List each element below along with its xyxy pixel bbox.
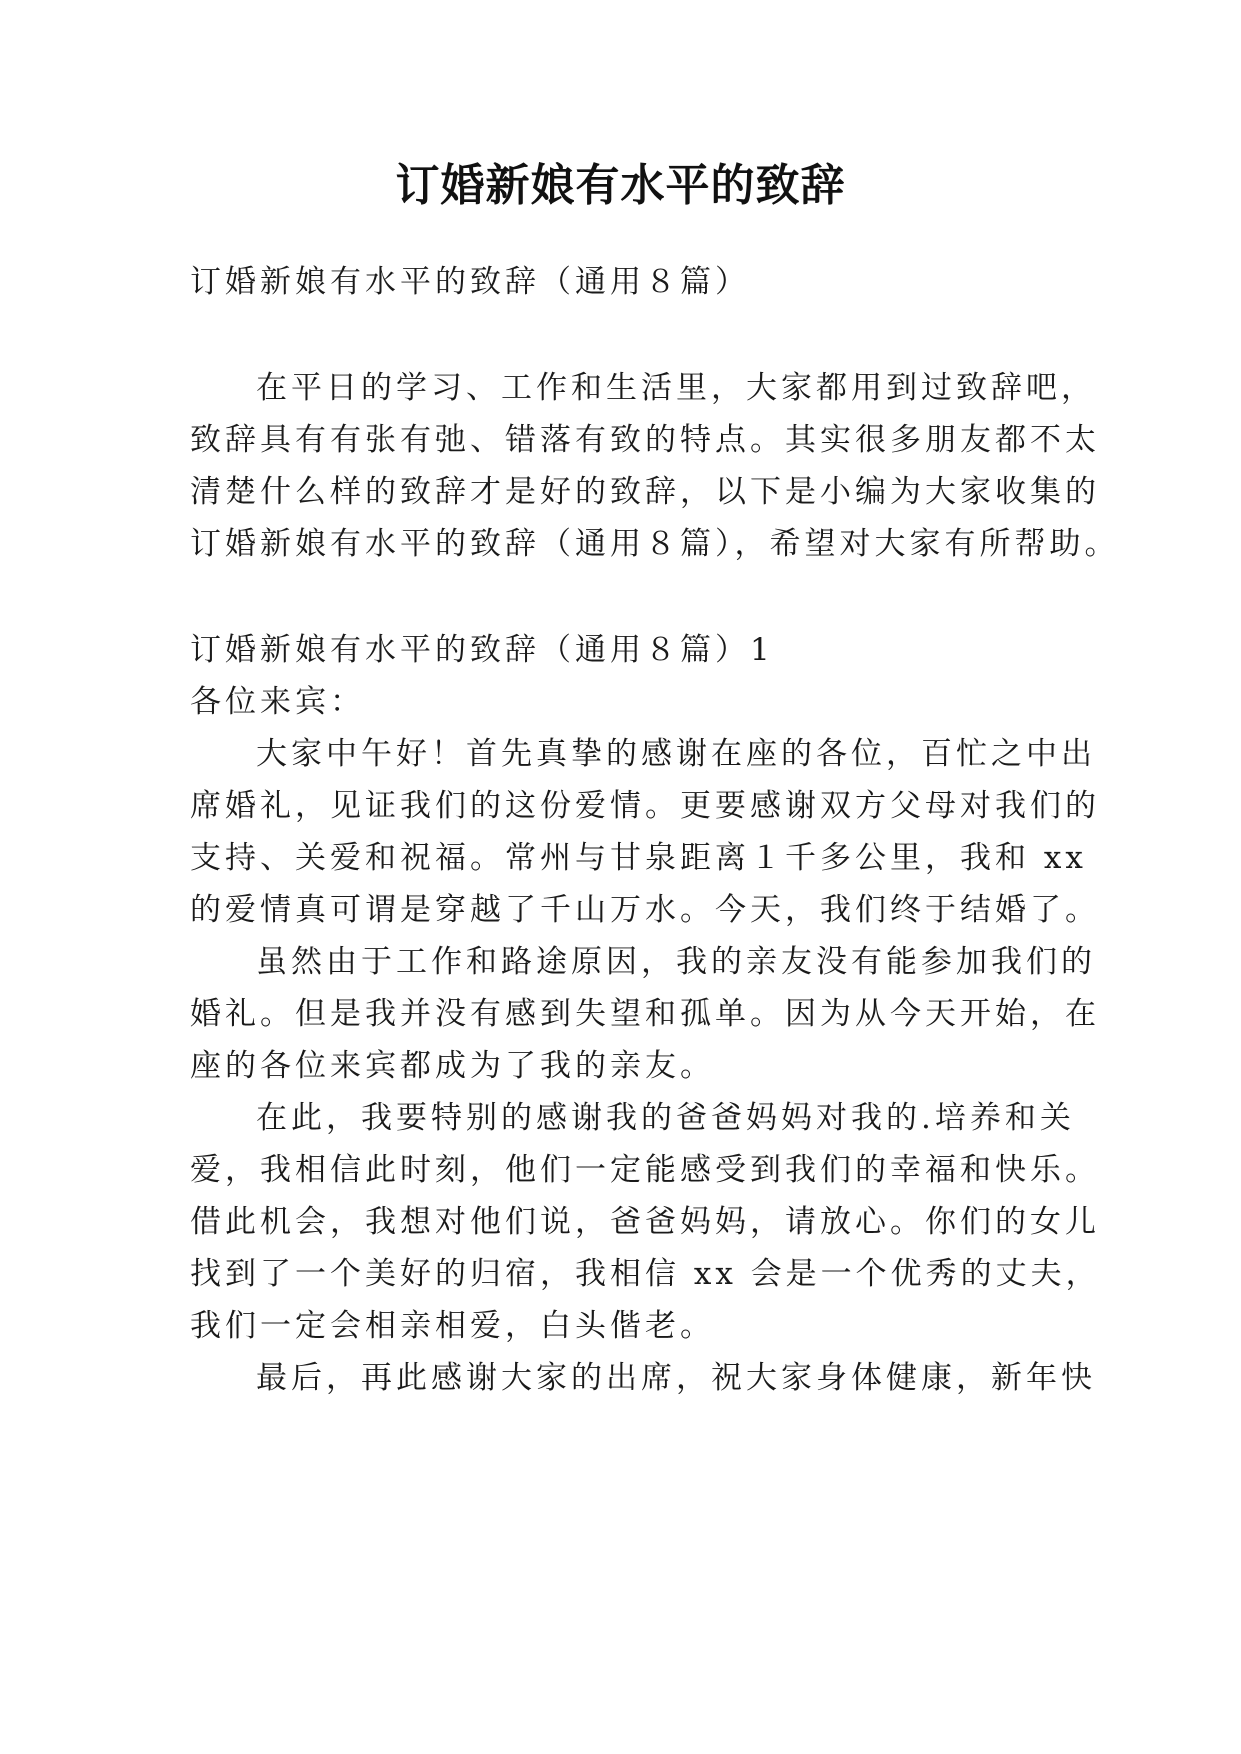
- intro-line: 在平日的学习、工作和生活里，大家都用到过致辞吧，: [256, 370, 1096, 406]
- body-line: 找到了一个美好的归宿，我相信 xx 会是一个优秀的丈夫，: [190, 1256, 1101, 1292]
- intro-line: 订婚新娘有水平的致辞（通用８篇），希望对大家有所帮助。: [190, 526, 1120, 562]
- body-line: 席婚礼，见证我们的这份爱情。更要感谢双方父母对我们的: [190, 788, 1100, 824]
- salutation: 各位来宾：: [190, 684, 365, 720]
- body-line: 支持、关爱和祝福。常州与甘泉距离１千多公里，我和 xx: [190, 840, 1087, 876]
- body-line: 爱，我相信此时刻，他们一定能感受到我们的幸福和快乐。: [190, 1152, 1100, 1188]
- body-line: 借此机会，我想对他们说，爸爸妈妈，请放心。你们的女儿: [190, 1204, 1100, 1240]
- body-line: 最后，再此感谢大家的出席，祝大家身体健康，新年快: [256, 1360, 1096, 1396]
- document-subtitle: 订婚新娘有水平的致辞（通用８篇）: [190, 264, 750, 300]
- body-line: 大家中午好！首先真挚的感谢在座的各位，百忙之中出: [256, 736, 1096, 772]
- document-title: 订婚新娘有水平的致辞: [395, 160, 846, 211]
- intro-line: 致辞具有有张有弛、错落有致的特点。其实很多朋友都不太: [190, 422, 1100, 458]
- body-line: 我们一定会相亲相爱，白头偕老。: [190, 1308, 715, 1344]
- section-heading: 订婚新娘有水平的致辞（通用８篇）1: [190, 632, 774, 668]
- body-line: 婚礼。但是我并没有感到失望和孤单。因为从今天开始，在: [190, 996, 1100, 1032]
- body-line: 虽然由于工作和路途原因，我的亲友没有能参加我们的: [256, 944, 1096, 980]
- body-line: 在此，我要特别的感谢我的爸爸妈妈对我的.培养和关: [256, 1100, 1075, 1136]
- body-line: 的爱情真可谓是穿越了千山万水。今天，我们终于结婚了。: [190, 892, 1100, 928]
- body-line: 座的各位来宾都成为了我的亲友。: [190, 1048, 715, 1084]
- intro-line: 清楚什么样的致辞才是好的致辞，以下是小编为大家收集的: [190, 474, 1100, 510]
